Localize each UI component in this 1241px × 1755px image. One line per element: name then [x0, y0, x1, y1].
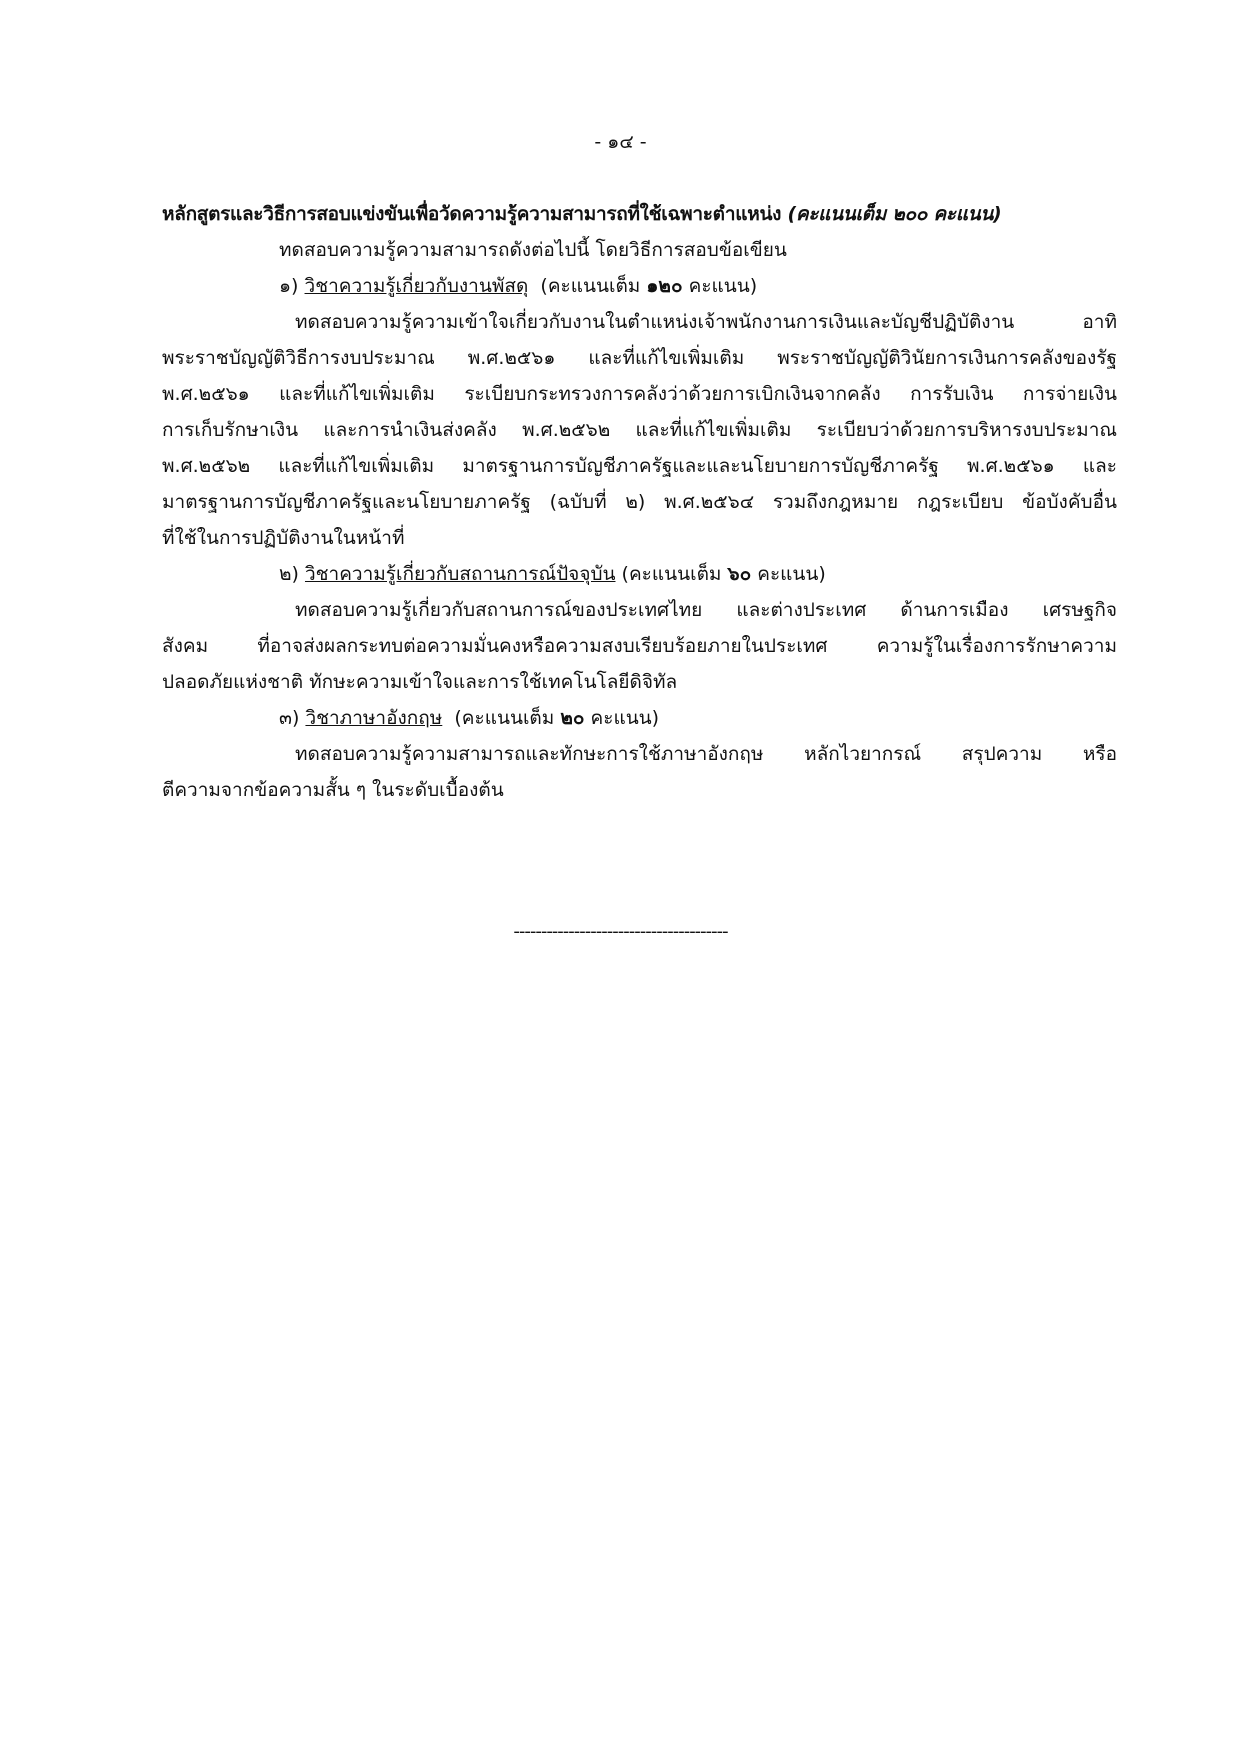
subject-description-line: ทดสอบความรู้ความเข้าใจเกี่ยวกับงานในตำแหน่งเจ้าพนักงานการเงินและบัญชีปฏิบัติงาน อาทิ [295, 311, 1117, 333]
section-title [162, 196, 1117, 232]
subject-description-line: ปลอดภัยแห่งชาติ ทักษะความเข้าใจและการใช้เทคโนโลยีดิจิทัล [162, 671, 678, 693]
end-of-section-divider: --------------------------------------- [513, 921, 728, 942]
document-content [162, 196, 1117, 808]
subject-score-prefix: (คะแนนเต็ม [621, 563, 722, 585]
subject-number: ๑) [279, 275, 299, 297]
subject-description-line: มาตรฐานการบัญชีภาครัฐและนโยบายภาครัฐ (ฉบับที่ ๒) พ.ศ.๒๕๖๔ รวมถึงกฎหมาย กฎระเบียบ ข้อบังคับอื่น [162, 491, 1117, 513]
subject-description-line: พ.ศ.๒๕๖๒ และที่แก้ไขเพิ่มเติม มาตรฐานการบัญชีภาครัฐและและนโยบายการบัญชีภาครัฐ พ.ศ.๒๕๖๑ และ [162, 455, 1117, 477]
subject-description-line: พระราชบัญญัติวิธีการงบประมาณ พ.ศ.๒๕๖๑ และที่แก้ไขเพิ่มเติม พระราชบัญญัติวินัยการเงินการคลังของรัฐ [162, 347, 1117, 369]
subject-score-value: ๖๐ [727, 563, 752, 585]
subject-score-value: ๑๒๐ [646, 275, 683, 297]
subject-score-value: ๒๐ [560, 707, 585, 729]
subject-score-suffix: คะแนน) [757, 563, 826, 585]
subject-name: วิชาความรู้เกี่ยวกับสถานการณ์ปัจจุบัน [304, 563, 616, 585]
subject-heading [162, 268, 1117, 304]
subject-description-line: ตีความจากข้อความสั้น ๆ ในระดับเบื้องต้น [162, 779, 504, 801]
page-number: - ๑๔ - [594, 131, 647, 153]
subject-name: วิชาความรู้เกี่ยวกับงานพัสดุ [304, 275, 529, 297]
subject-heading [162, 700, 1117, 736]
subject-name: วิชาภาษาอังกฤษ [305, 707, 443, 729]
section-title-main: หลักสูตรและวิธีการสอบแข่งขันเพื่อวัดความรู้ความสามารถที่ใช้เฉพาะตำแหน่ง [162, 203, 782, 225]
section-title-score: (คะแนนเต็ม ๒๐๐ คะแนน) [787, 203, 1002, 225]
subject-description-line: ทดสอบความรู้เกี่ยวกับสถานการณ์ของประเทศไทย และต่างประเทศ ด้านการเมือง เศรษฐกิจ [295, 599, 1117, 621]
subject-description-line: ที่ใช้ในการปฏิบัติงานในหน้าที่ [162, 527, 405, 549]
subject-description-line: สังคม ที่อาจส่งผลกระทบต่อความมั่นคงหรือความสงบเรียบร้อยภายในประเทศ ความรู้ในเรื่องการรักษาความ [162, 635, 1117, 657]
intro-text: ทดสอบความรู้ความสามารถดังต่อไปนี้ โดยวิธีการสอบข้อเขียน [279, 239, 787, 261]
subject-description-line: พ.ศ.๒๕๖๑ และที่แก้ไขเพิ่มเติม ระเบียบกระทรวงการคลังว่าด้วยการเบิกเงินจากคลัง การรับเงิน การจ่ายเงิน [162, 383, 1117, 405]
subject-number: ๒) [279, 563, 299, 585]
subject-score-prefix: (คะแนนเต็ม [540, 275, 641, 297]
subject-score-suffix: คะแนน) [688, 275, 758, 297]
subject-number: ๓) [279, 707, 300, 729]
subject-description-line: การเก็บรักษาเงิน และการนำเงินส่งคลัง พ.ศ.๒๕๖๒ และที่แก้ไขเพิ่มเติม ระเบียบว่าด้วยการบริหารงบประมาณ [162, 419, 1117, 441]
subject-heading [162, 556, 1117, 592]
subject-score-suffix: คะแนน) [590, 707, 660, 729]
subject-description-line: ทดสอบความรู้ความสามารถและทักษะการใช้ภาษาอังกฤษ หลักไวยากรณ์ สรุปความ หรือ [295, 743, 1117, 765]
subject-score-prefix: (คะแนนเต็ม [454, 707, 555, 729]
